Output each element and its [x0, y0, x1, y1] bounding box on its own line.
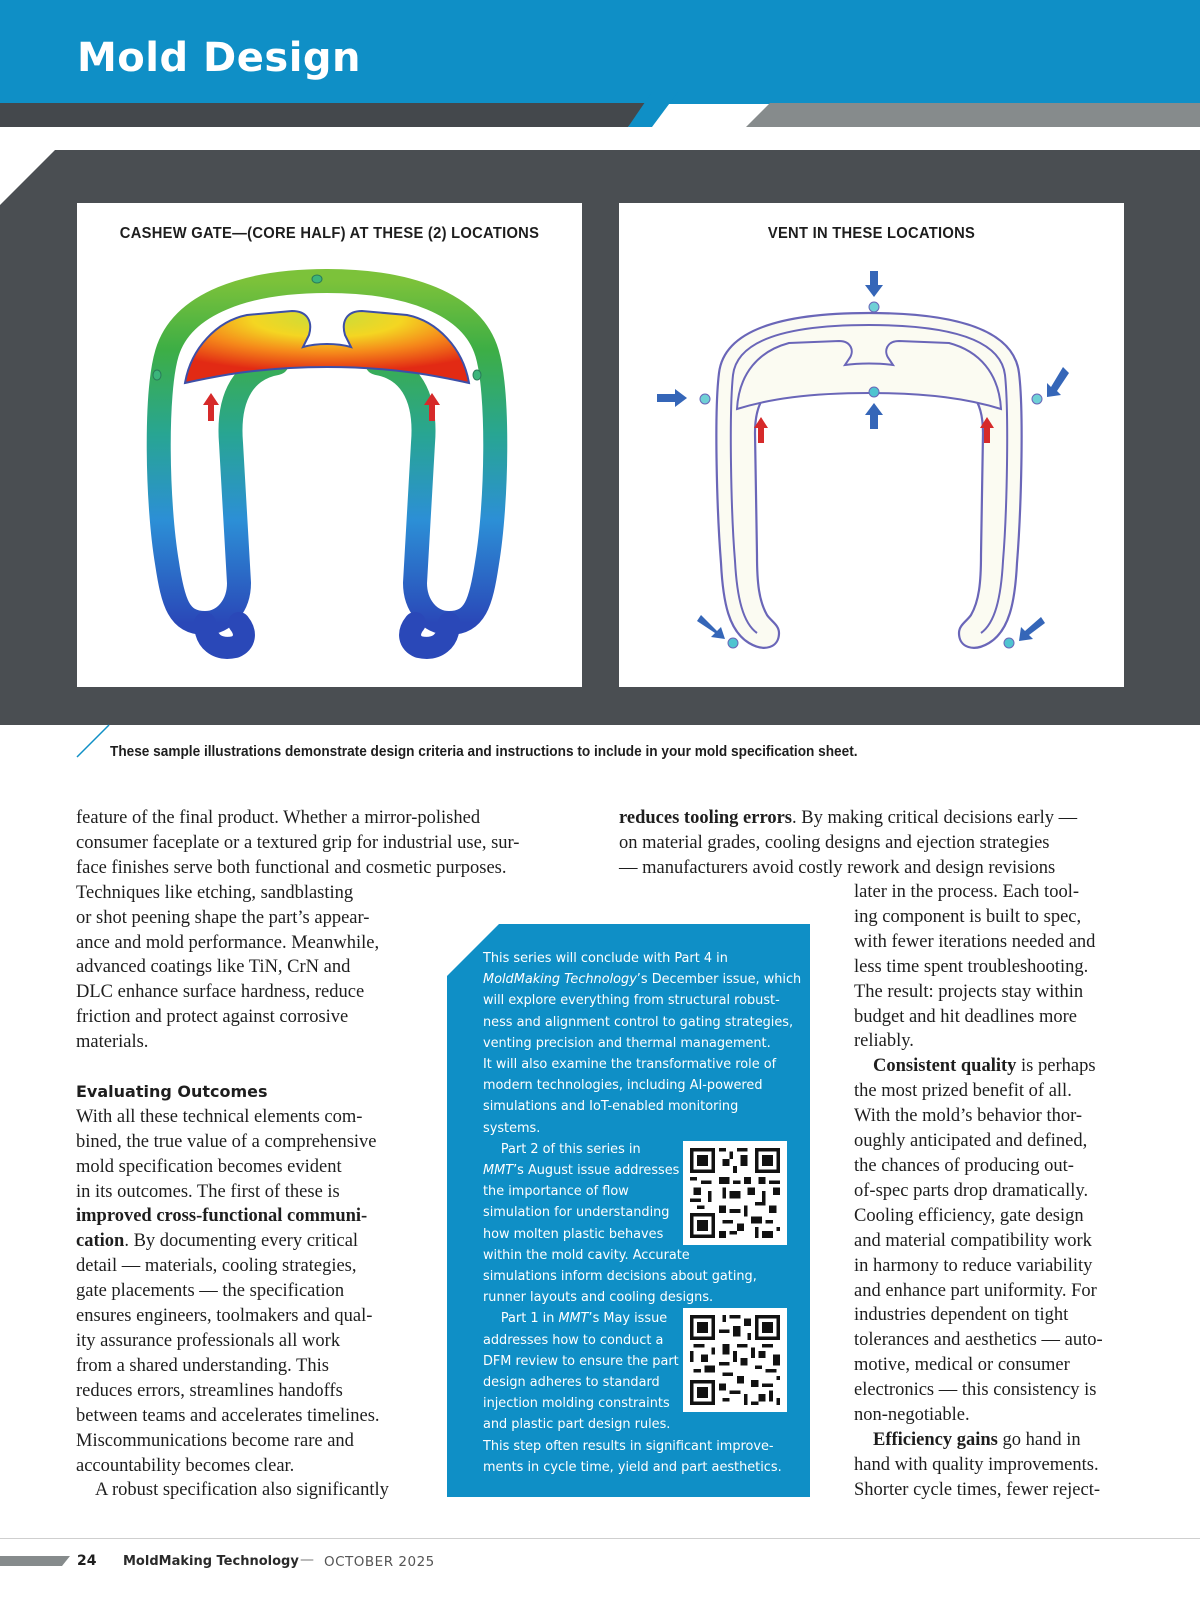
text-line: in harmony to reduce variability — [854, 1255, 1093, 1276]
text-line: Shorter cycle times, fewer reject- — [854, 1479, 1101, 1500]
text-line: DLC enhance surface hardness, reduce — [76, 982, 365, 1003]
page-number: 24 — [77, 1553, 97, 1569]
text-line: mold specification becomes evident — [76, 1156, 342, 1177]
text-fragment: ’s August issue addresses — [513, 1162, 680, 1179]
text-line: With all these technical elements com- — [76, 1106, 363, 1127]
gate-figure-title: CASHEW GATE—(CORE HALF) AT THESE (2) LOCATIONS — [119, 225, 540, 242]
sidebar-paragraph-1 — [483, 948, 801, 1139]
text-line: and material compatibility work — [854, 1230, 1092, 1251]
paragraph-gap — [76, 1055, 416, 1080]
text-line — [854, 1428, 1154, 1453]
text-line: Techniques like etching, sandblasting — [76, 882, 354, 903]
text-line: reduces errors, streamlines handoffs — [76, 1380, 343, 1401]
text-line: in its outcomes. The first of these is — [76, 1181, 340, 1202]
caption-accent-line — [76, 724, 110, 758]
sidebar-line: the importance of flow — [483, 1183, 629, 1200]
sidebar-line: simulations inform decisions about gating, — [483, 1268, 757, 1285]
text-line — [619, 806, 1109, 831]
qr-code-icon — [690, 1315, 780, 1405]
text-line: from a shared understanding. This — [76, 1355, 329, 1376]
footer-divider — [0, 1538, 1200, 1539]
text-line — [76, 1229, 416, 1254]
text-line: consumer faceplate or a textured grip for industrial use, sur- — [76, 832, 520, 853]
sidebar-line: Part 2 of this series in — [500, 1140, 641, 1157]
sidebar-line: venting precision and thermal management. — [483, 1034, 771, 1051]
qr-code-part-2[interactable] — [683, 1141, 787, 1245]
text-line: industries dependent on tight — [854, 1305, 1069, 1326]
right-paragraph-2 — [854, 1054, 1154, 1428]
sidebar-line — [483, 969, 801, 990]
text-line: ance and mold performance. Meanwhile, — [76, 932, 380, 953]
publication-abbrev: MMT — [483, 1162, 514, 1179]
vent-arrow-bottom-right — [1019, 617, 1045, 641]
text-line: ing component is built to spec, — [854, 906, 1082, 927]
right-paragraph-1 — [854, 880, 1154, 1054]
text-line: the chances of producing out- — [854, 1155, 1074, 1176]
page-title: Mold Design — [77, 35, 362, 81]
vent-arrow-left — [657, 389, 687, 407]
text-line: non-negotiable. — [854, 1405, 970, 1426]
left-paragraph-1 — [76, 806, 520, 1055]
footer-issue-date: OCTOBER 2025 — [324, 1554, 435, 1570]
bold-phrase: improved cross-functional communi- — [76, 1206, 368, 1227]
sidebar-line: runner layouts and cooling designs. — [483, 1289, 714, 1306]
text-line: detail — materials, cooling strategies, — [76, 1256, 357, 1277]
text-fragment: ’s May issue — [588, 1310, 668, 1327]
text-line: between teams and accelerates timelines. — [76, 1405, 380, 1426]
text-line: reliably. — [854, 1031, 914, 1052]
text-line: less time spent troubleshooting. — [854, 956, 1089, 977]
sidebar-line: and plastic part design rules. — [483, 1416, 671, 1433]
text-line: Miscommunications become rare and — [76, 1430, 354, 1451]
text-line: materials. — [76, 1032, 149, 1053]
series-sidebar-box — [447, 924, 810, 1497]
sidebar-line: DFM review to ensure the part — [483, 1352, 679, 1369]
right-paragraph-3 — [854, 1428, 1154, 1503]
text-line — [854, 1054, 1154, 1079]
text-line: face finishes serve both functional and cosmetic purposes. — [76, 857, 507, 878]
footer-accent-bar — [0, 1556, 70, 1566]
text-line: tolerances and aesthetics — auto- — [854, 1330, 1103, 1351]
text-fragment: . By making critical decisions early — — [791, 808, 1078, 828]
sidebar-line: design adheres to standard — [483, 1374, 660, 1391]
text-line: with fewer iterations needed and — [854, 931, 1096, 952]
headband-heat-region — [185, 311, 469, 383]
sidebar-line: This series will conclude with Part 4 in — [483, 950, 728, 966]
bold-phrase: cation — [76, 1231, 125, 1252]
sidebar-line: injection molding constraints — [483, 1395, 670, 1412]
text-line: ity assurance professionals all work — [76, 1331, 341, 1352]
sidebar-line: simulation for understanding — [483, 1204, 670, 1221]
sidebar-line: ness and alignment control to gating strategies, — [483, 1013, 794, 1030]
gate-arrow-left — [203, 393, 219, 421]
text-line: later in the process. Each tool- — [854, 882, 1079, 902]
footer-publication-name: MoldMaking Technology — [123, 1554, 299, 1569]
vent-locations-figure — [619, 203, 1124, 687]
sidebar-line: will explore everything from structural robust- — [483, 992, 780, 1009]
text-fragment: is perhaps — [1016, 1056, 1096, 1077]
text-line: motive, medical or consumer — [854, 1355, 1070, 1376]
header-accent-strip — [0, 92, 1200, 132]
gate-locations-illustration — [77, 203, 582, 687]
article-right-column — [854, 880, 1154, 1503]
sidebar-line: addresses how to conduct a — [483, 1331, 664, 1348]
text-fragment: . By documenting every critical — [124, 1231, 359, 1252]
vent-figure-title: VENT IN THESE LOCATIONS — [767, 225, 976, 242]
article-mid-column — [619, 806, 1109, 881]
text-line: With the mold’s behavior thor- — [854, 1106, 1083, 1127]
vent-arrow-right — [1047, 367, 1069, 397]
text-line: A robust specification also significantly — [95, 1480, 389, 1501]
text-line: accountability becomes clear. — [76, 1455, 295, 1476]
gate-locations-figure — [77, 203, 582, 687]
sidebar-line: within the mold cavity. Accurate — [483, 1246, 690, 1263]
text-line: budget and hit deadlines more — [854, 1006, 1077, 1027]
publication-name: MoldMaking Technology — [483, 971, 637, 988]
text-line: friction and protect against corrosive — [76, 1007, 349, 1028]
text-line: feature of the final product. Whether a mirror-polished — [76, 808, 481, 828]
sidebar-line: how molten plastic behaves — [483, 1225, 664, 1242]
sidebar-line: This step often results in significant improve- — [483, 1437, 774, 1454]
text-line: — manufacturers avoid costly rework and design revisions — [619, 857, 1056, 878]
text-line: the most prized benefit of all. — [854, 1081, 1072, 1102]
figure-caption: These sample illustrations demonstrate design criteria and instructions to include in your mold specification sheet. — [110, 744, 858, 760]
footer-separator: — — [300, 1552, 314, 1568]
text-fragment: ’s December issue, which — [636, 971, 802, 988]
text-line: on material grades, cooling designs and ejection strategies — [619, 832, 1050, 853]
vent-arrow-top — [865, 271, 883, 297]
vent-arrow-center — [865, 403, 883, 429]
qr-code-icon — [690, 1148, 780, 1238]
bold-phrase: Efficiency gains — [873, 1429, 998, 1450]
text-fragment: Part 1 in — [500, 1310, 559, 1327]
text-line: gate placements — the specification — [76, 1281, 345, 1302]
left-paragraph-3 — [76, 1478, 416, 1503]
sidebar-line: modern technologies, including AI-powered — [483, 1077, 763, 1094]
text-line: Cooling efficiency, gate design — [854, 1205, 1084, 1226]
sidebar-line: simulations and IoT-enabled monitoring — [483, 1098, 739, 1115]
publication-abbrev: MMT — [558, 1310, 589, 1327]
sidebar-line: systems. — [483, 1119, 541, 1136]
text-line: ensures engineers, toolmakers and qual- — [76, 1306, 373, 1327]
text-line: hand with quality improvements. — [854, 1454, 1099, 1475]
text-line: and enhance part uniformity. For — [854, 1280, 1097, 1301]
text-line: advanced coatings like TiN, CrN and — [76, 957, 351, 978]
text-line: of-spec parts drop dramatically. — [854, 1180, 1089, 1201]
text-line: The result: projects stay within — [854, 981, 1084, 1002]
vent-arrow-bottom-left — [697, 615, 725, 639]
qr-code-part-1[interactable] — [683, 1308, 787, 1412]
vent-locations-illustration — [619, 203, 1124, 687]
text-line: electronics — this consistency is — [854, 1380, 1097, 1401]
sidebar-line: It will also examine the transformative role of — [483, 1056, 777, 1073]
bold-phrase: Consistent quality — [873, 1056, 1017, 1077]
text-line: or shot peening shape the part’s appear- — [76, 907, 370, 928]
bold-phrase: reduces tooling errors — [619, 808, 792, 828]
sidebar-line: ments in cycle time, yield and part aesthetics. — [483, 1458, 782, 1475]
text-line: bined, the true value of a comprehensive — [76, 1131, 377, 1152]
text-fragment: go hand in — [997, 1429, 1081, 1450]
left-paragraph-2 — [76, 1105, 416, 1479]
section-heading-evaluating-outcomes: Evaluating Outcomes — [76, 1081, 268, 1101]
text-line: oughly anticipated and defined, — [854, 1131, 1088, 1152]
